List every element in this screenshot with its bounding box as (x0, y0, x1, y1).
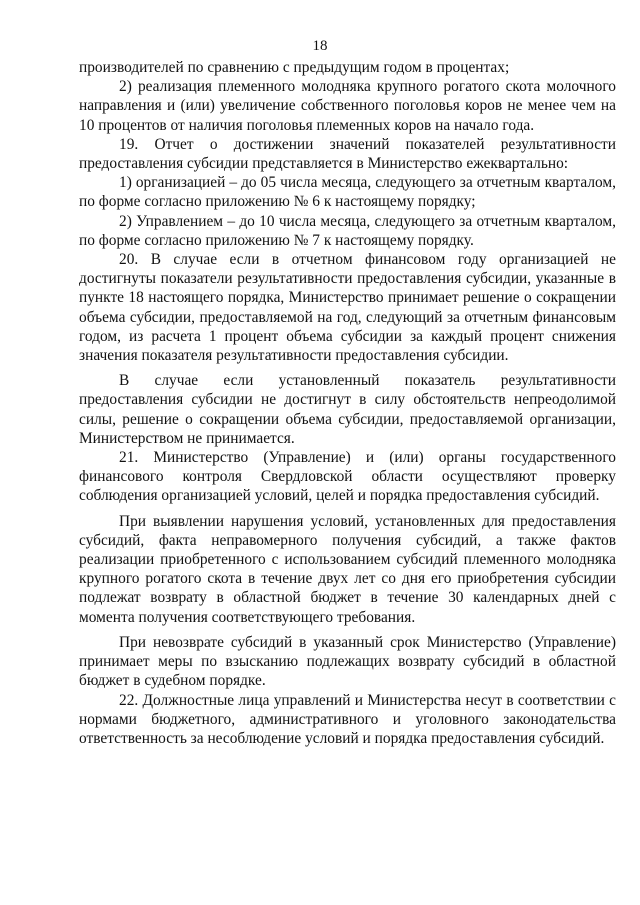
paragraph-20: 20. В случае если в отчетном финансовом году организацией не достигнуты показатели результативности предоставления субсидии, указанные в пункте 18 настоящего порядка, Министерство принимает решение о сокращении объема субсидии, предоставляемой на год, следующий за отчетным финансовым годом, из расчета 1 процент объема субсидии за каждый процент снижения значения показателя результативности предоставления субсидии. (79, 251, 616, 365)
page-number: 18 (312, 38, 328, 54)
paragraph-item-2: 2) реализация племенного молодняка крупного рогатого скота молочного направления и (или) увеличение собственного поголовья коров не менее чем на 10 процентов от наличия поголовья племенных коров на начало года. (79, 78, 616, 134)
paragraph-21-violations: При выявлении нарушения условий, установленных для предоставления субсидий, факта неправомерного получения субсидий, а также фактов реализации приобретенного с использованием субсидий племенного молодняка крупного рогатого скота в течение двух лет со дня его приобретения субсидии подлежат возврату в областной бюджет в течение 30 календарных дней с момента получения соответствующего требования. (79, 512, 616, 626)
paragraph-20-exception: В случае если установленный показатель результативности предоставления субсидии не достигнут в силу обстоятельств непреодолимой силы, решение о сокращении объема субсидии, предоставляемой организации, Министерством не принимается. (79, 372, 616, 447)
paragraph-continuation: производителей по сравнению с предыдущим годом в процентах; (79, 59, 510, 76)
paragraph-19-item-1: 1) организацией – до 05 числа месяца, следующего за отчетным кварталом, по форме согласно приложению № 6 к настоящему порядку; (79, 174, 616, 211)
paragraph-22: 22. Должностные лица управлений и Министерства несут в соответствии с нормами бюджетного, административного и уголовного законодательства ответственность за несоблюдение условий и порядка предоставления субсидий. (79, 691, 616, 747)
paragraph-21-non-return: При невозврате субсидий в указанный срок Министерство (Управление) принимает меры по взысканию подлежащих возврату субсидий в областной бюджет в судебном порядке. (79, 633, 616, 690)
paragraph-21: 21. Министерство (Управление) и (или) органы государственного финансового контроля Свердловской области осуществляют проверку соблюдения организацией условий, целей и порядка предоставления субсидий. (79, 449, 616, 505)
document-body (79, 58, 616, 748)
paragraph-19: 19. Отчет о достижении значений показателей результативности предоставления субсидии представляется в Министерство ежеквартально: (79, 135, 616, 173)
paragraph-19-item-2: 2) Управлением – до 10 числа месяца, следующего за отчетным кварталом, по форме согласно приложению № 7 к настоящему порядку. (79, 212, 616, 249)
